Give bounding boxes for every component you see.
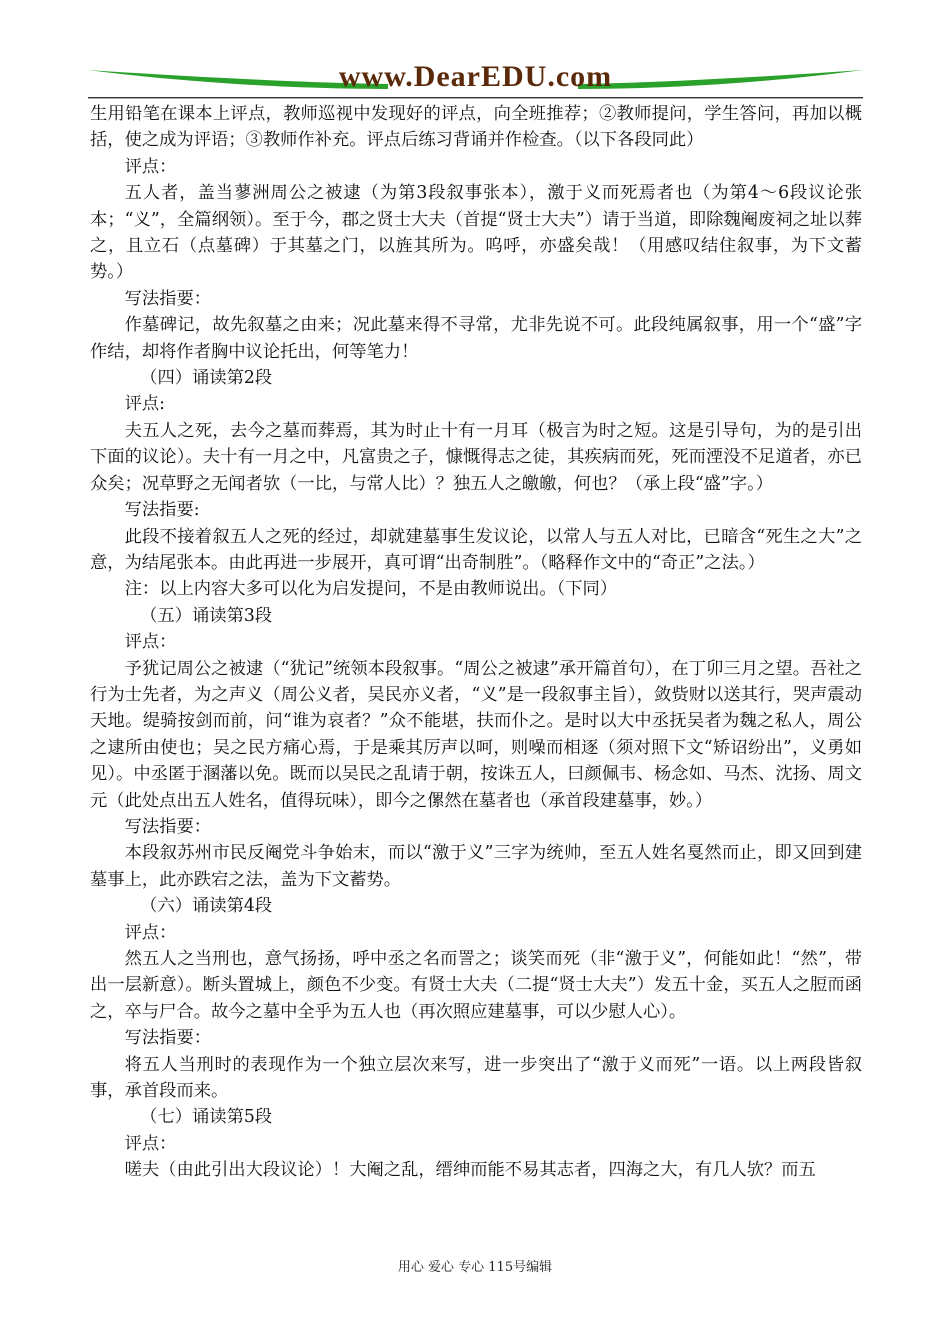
paragraph: 夫五人之死，去今之墓而葬焉，其为时止十有一月耳（极言为时之短。这是引导句，为的是引出下面的议论）。夫十有一月之中，凡富贵之子，慷慨得志之徒，其疾病而死，死而湮没不足道者，亦已众矣；况草野之无闻者欤（一比，与常人比）？独五人之皦皦，何也？（承上段“盛”字。） — [90, 420, 862, 494]
document-body — [90, 101, 862, 1184]
paragraph: 此段不接着叙五人之死的经过，却就建墓事生发议论，以常人与五人对比，已暗含“死生之大”之意，为结尾张本。由此再进一步展开，真可谓“出奇制胜”。（略释作文中的“奇正”之法。） — [90, 526, 862, 573]
paragraph: 五人者，盖当蓼洲周公之被逮（为第3段叙事张本），激于义而死焉者也（为第4～6段议论张本；“义”，全篇纲领）。至于今，郡之贤士大夫（首提“贤士大夫”）请于当道，即除魏阉废祠之址以葬之，且立石（点墓碑）于其墓之门，以旌其所为。呜呼，亦盛矣哉！（用感叹结住叙事，为下文蓄势。） — [90, 183, 862, 283]
section-label: 写法指要： — [124, 816, 212, 837]
section-heading: （五）诵读第3段 — [140, 605, 273, 626]
section-label: 写法指要： — [124, 288, 212, 309]
section-label: 评点： — [124, 922, 177, 943]
section-label: 写法指要: — [124, 500, 200, 521]
section-label: 评点: — [124, 394, 165, 415]
section-label: 评点： — [124, 1133, 177, 1154]
paragraph: 嗟夫（由此引出大段议论）！大阉之乱，缙绅而能不易其志者，四海之大，有几人欤？而五 — [124, 1160, 816, 1181]
section-label: 写法指要： — [124, 1028, 212, 1049]
section-heading: （六）诵读第4段 — [140, 896, 273, 917]
paragraph: 生用铅笔在课本上评点，教师巡视中发现好的评点，向全班推荐；②教师提问，学生答问，再加以概括，使之成为评语；③教师作补充。评点后练习背诵并作检查。（以下各段同此） — [90, 104, 862, 151]
section-heading: （四）诵读第2段 — [140, 368, 273, 389]
paragraph: 本段叙苏州市民反阉党斗争始末，而以“激于义”三字为统帅，至五人姓名戛然而止，即又回到建墓事上，此亦跌宕之法，盖为下文蓄势。 — [90, 843, 862, 890]
site-title[interactable]: www.DearEDU.com — [338, 60, 613, 93]
section-label: 评点： — [124, 632, 177, 653]
paragraph: 将五人当刑时的表现作为一个独立层次来写，进一步突出了“激于义而死”一语。以上两段皆叙事，承首段而来。 — [90, 1054, 862, 1102]
page-footer: 用心 爱心 专心 115号编辑 — [397, 1260, 553, 1275]
note-paragraph: 注：以上内容大多可以化为启发提问，不是由教师说出。（下同） — [124, 579, 618, 600]
paragraph: 予犹记周公之被逮（“犹记”统领本段叙事。“周公之被逮”承开篇首句），在丁卯三月之望。吾社之行为士先者，为之声义（周公义者，吴民亦义者，“义”是一段叙事主旨），敛赀财以送其行，哭声震动天地。缇骑按剑而前，问“谁为哀者？”众不能堪，扶而仆之。是时以大中丞抚吴者为魏之私人，周公之逮所由使也；吴之民方痛心焉，于是乘其厉声以呵，则噪而相逐（须对照下文“矫诏纷出”，义勇如见）。中丞匿于溷藩以免。既而以吴民之乱请于朝，按诛五人，曰颜佩韦、杨念如、马杰、沈扬、周文元（此处点出五人姓名，值得玩味），即今之傫然在墓者也（承首段建墓事，妙。） — [90, 658, 862, 811]
section-heading: （七）诵读第5段 — [140, 1107, 273, 1128]
paragraph: 然五人之当刑也，意气扬扬，呼中丞之名而詈之；谈笑而死（非“激于义”，何能如此！“然”，带出一层新意）。断头置城上，颜色不少变。有贤士大夫（二提“贤士大夫”）发五十金，买五人之脰而函之，卒与尸合。故今之墓中全乎为五人也（再次照应建墓事，可以少慰人心）。 — [90, 949, 862, 1022]
paragraph: 作墓碑记，故先叙墓之由来；况此墓来得不寻常，尤非先说不可。此段纯属叙事，用一个“盛”字作结，却将作者胸中议论托出，何等笔力！ — [90, 315, 862, 362]
section-label: 评点： — [124, 156, 177, 177]
site-header — [88, 56, 863, 100]
